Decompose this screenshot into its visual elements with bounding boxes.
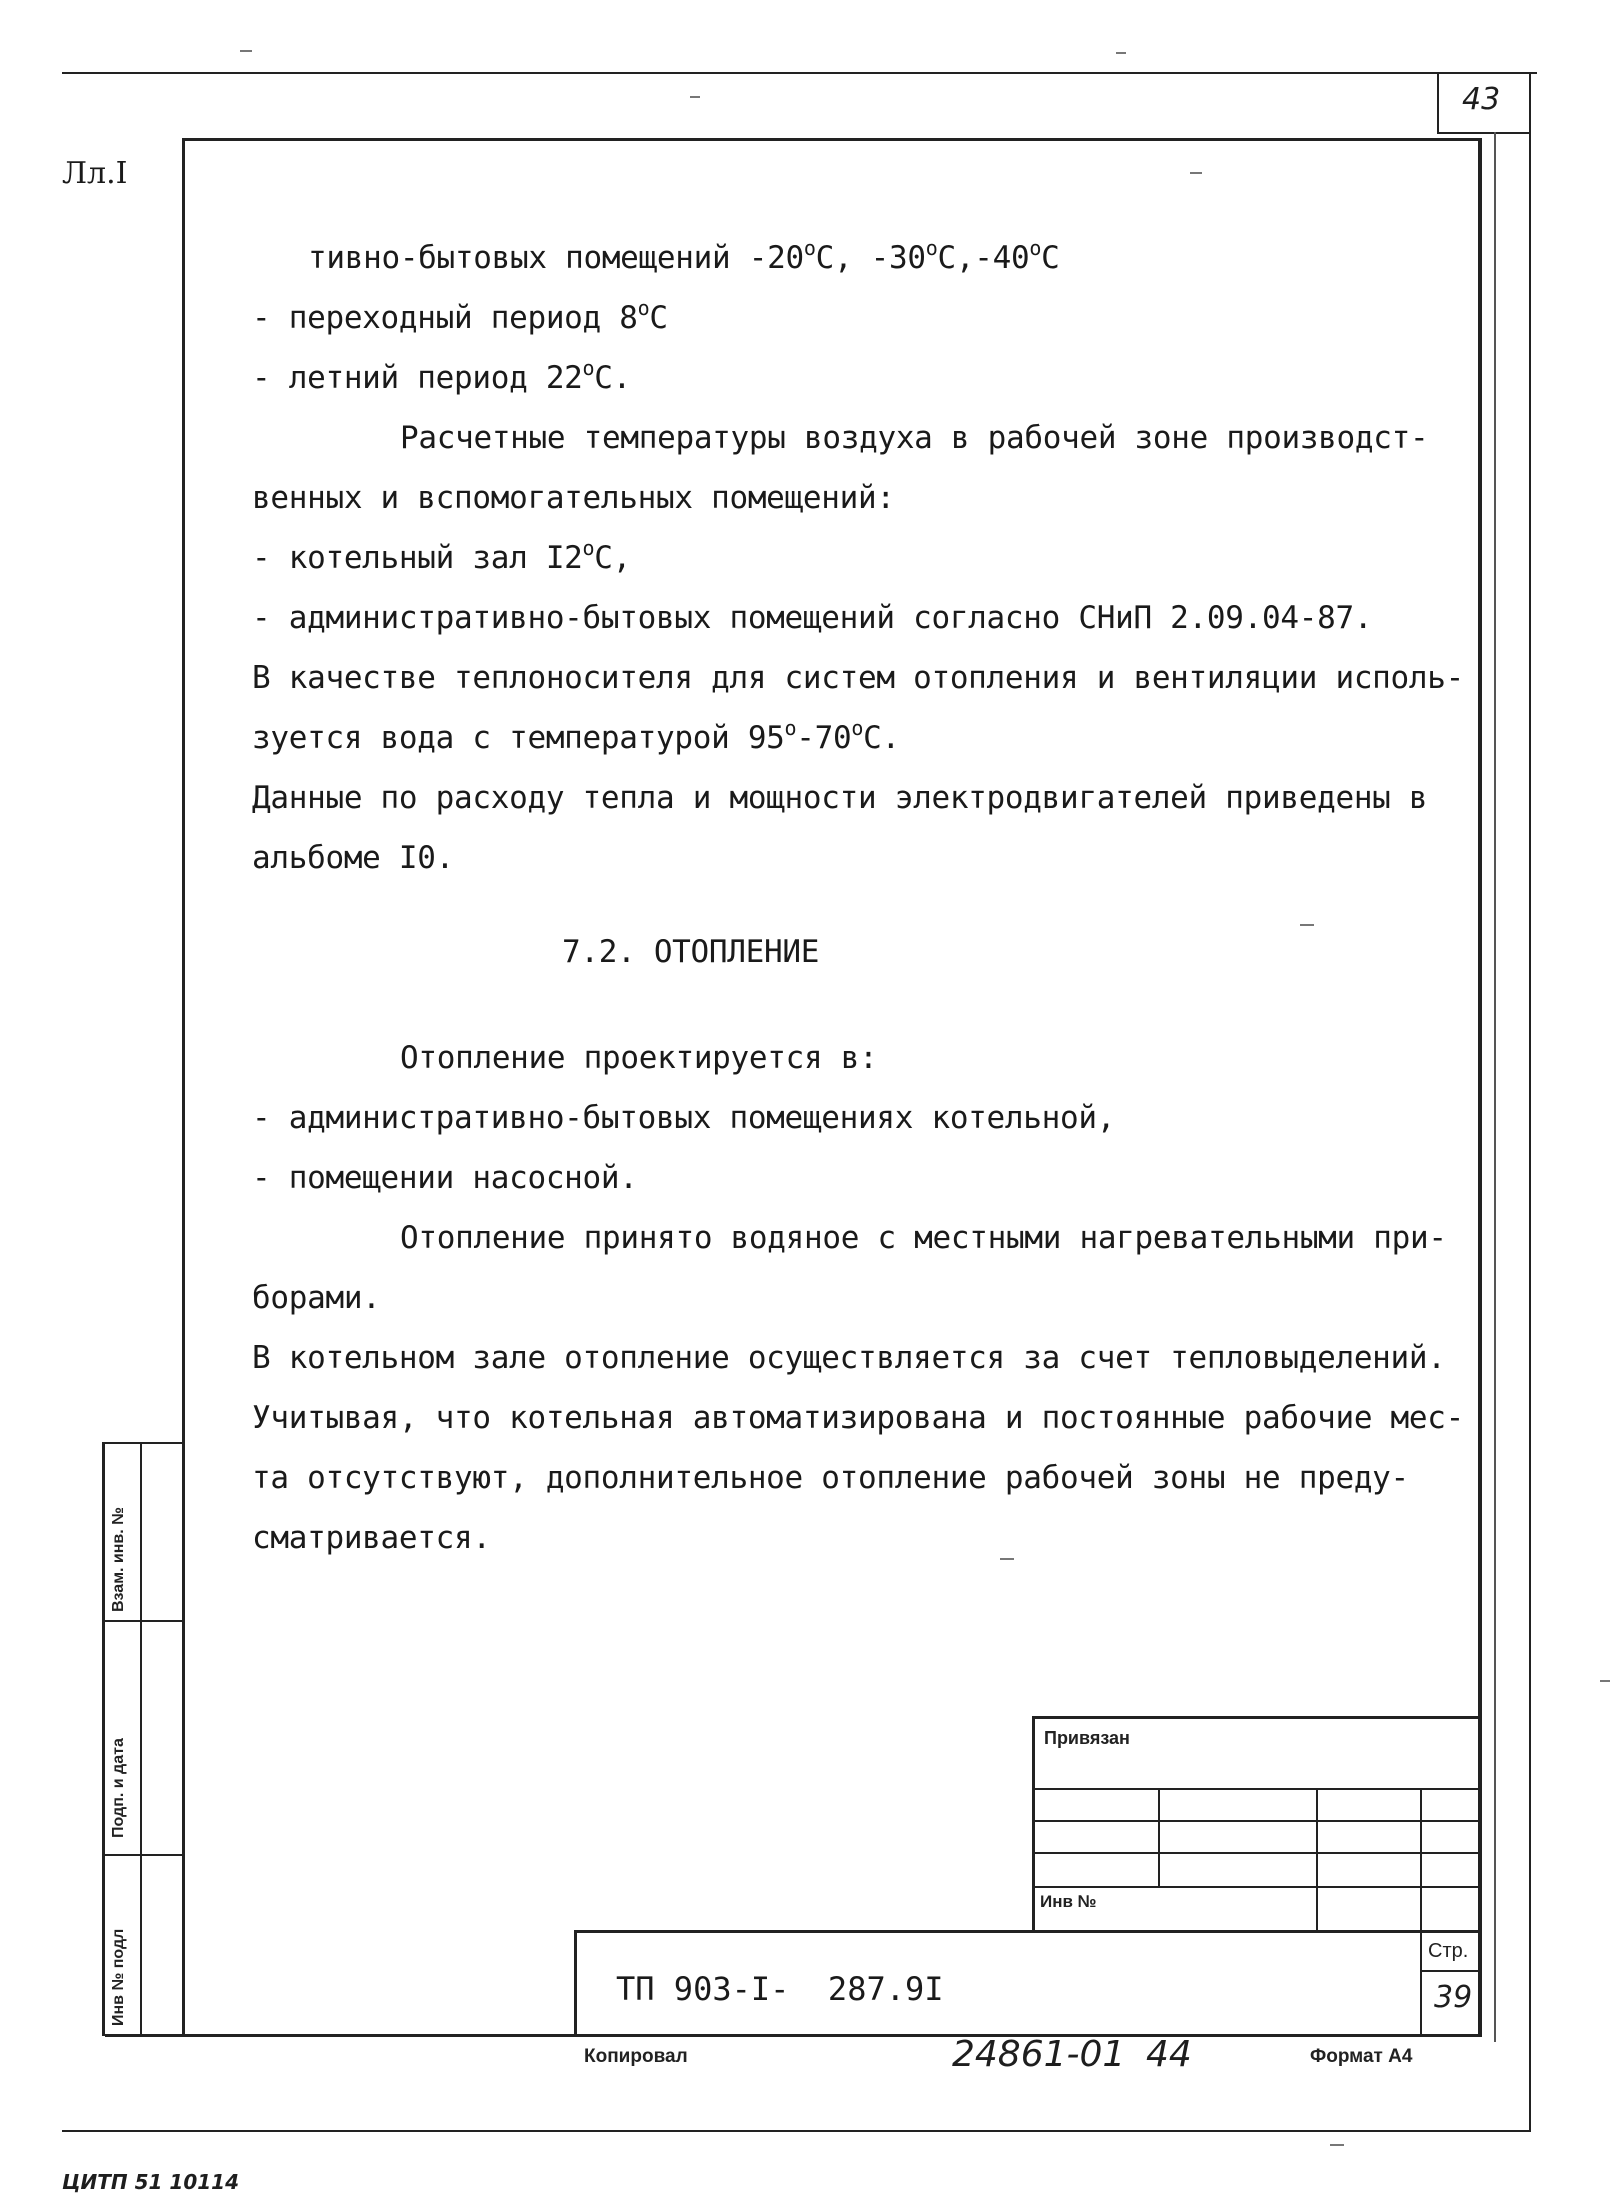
text-line: - помещении насосной. <box>252 1160 638 1196</box>
frame-top <box>182 138 1482 141</box>
side-label-inv: Инв № подл <box>110 1928 127 2026</box>
text-line: Расчетные температуры воздуха в рабочей зоне производст- <box>400 420 1429 456</box>
scan-speck <box>1000 1558 1014 1560</box>
text-line: борами. <box>252 1280 381 1316</box>
inv-no-label: Инв № <box>1040 1892 1097 1911</box>
frame-right <box>1478 138 1482 2036</box>
tb-privyazan-top <box>1032 1716 1482 1719</box>
pagenum-box-left <box>1437 72 1439 134</box>
text-line: альбоме I0. <box>252 840 454 876</box>
text-line: сматривается. <box>252 1520 491 1556</box>
side-stamp-left <box>102 1442 105 2036</box>
text-line: - административно-бытовых помещениях котельной, <box>252 1100 1116 1136</box>
side-label-podp: Подп. и дата <box>110 1738 127 1838</box>
section-heading: 7.2. ОТОПЛЕНИЕ <box>562 934 820 970</box>
text-line: та отсутствуют, дополнительное отопление рабочей зоны не преду- <box>252 1460 1409 1496</box>
scan-speck <box>1330 2144 1344 2146</box>
format-label: Формат А4 <box>1310 2046 1413 2067</box>
text-line: Данные по расходу тепла и мощности электродвигателей приведены в <box>252 780 1428 816</box>
tb-col1 <box>1158 1788 1160 1888</box>
text-line: тивно-бытовых помещений -20$^o$С, -30$^o$С,-40$^o$С <box>308 236 1060 276</box>
tb-row3 <box>1032 1852 1482 1854</box>
text-line: Отопление принято водяное с местными нагревательными при- <box>400 1220 1447 1256</box>
frame-right-inner <box>1494 132 1496 2042</box>
text-line: Отопление проектируется в: <box>400 1040 878 1076</box>
side-stamp-divider <box>140 1442 142 2036</box>
side-stamp-sep1 <box>102 1620 184 1622</box>
side-stamp-top <box>102 1442 184 1444</box>
scan-speck <box>690 96 700 98</box>
text-line: - котельный зал I2$^o$С, <box>252 536 632 576</box>
str-value: 39 <box>1434 1980 1473 2015</box>
scan-speck <box>240 50 252 52</box>
text-line: В котельном зале отопление осуществляется за счет тепловыделений. <box>252 1340 1446 1376</box>
frame-left <box>182 138 185 2036</box>
top-border-line <box>62 72 1537 74</box>
right-outer-line <box>1529 72 1531 2132</box>
tb-privyazan-left <box>1032 1716 1035 1932</box>
text-line: В качестве теплоносителя для систем отопления и вентиляции исполь- <box>252 660 1464 696</box>
print-code: ЦИТП 51 10114 <box>62 2170 240 2194</box>
tb-main-left <box>574 1930 577 2036</box>
pagenum-box-bottom <box>1437 132 1531 134</box>
scan-speck <box>1300 924 1314 926</box>
scan-speck <box>1190 172 1202 174</box>
text-line: - летний период 22$^o$С. <box>252 356 632 396</box>
side-label-vzam: Взам. инв. № <box>110 1507 127 1612</box>
handwritten-code: 24861-01 <box>952 2034 1126 2075</box>
page-number: 43 <box>1462 82 1501 117</box>
text-line: зуется вода с температурой 95$^o$-70$^o$С. <box>252 716 900 756</box>
text-line: - переходный период 8$^o$С <box>252 296 668 336</box>
str-label: Стр. <box>1428 1940 1469 1962</box>
kopiroval-label: Копировал <box>584 2046 688 2067</box>
handwritten-number: 44 <box>1146 2034 1192 2075</box>
scan-speck <box>1600 1680 1610 1682</box>
side-stamp-sep2 <box>102 1854 184 1856</box>
text-line: Учитывая, что котельная автоматизирована и постоянные рабочие мес- <box>252 1400 1464 1436</box>
sheet-label: Лл.I <box>62 156 128 191</box>
tb-col3 <box>1420 1788 1422 2036</box>
tb-col2 <box>1316 1788 1318 1932</box>
text-line: - административно-бытовых помещений согласно СНиП 2.09.04-87. <box>252 600 1373 636</box>
frame-bottom <box>105 2034 1482 2037</box>
doc-code: ТП 903-I- 287.9I <box>616 1970 944 2008</box>
bottom-outer-line <box>62 2130 1531 2132</box>
tb-row2 <box>1032 1820 1482 1822</box>
scan-speck <box>1116 52 1126 54</box>
privyazan-label: Привязан <box>1044 1728 1130 1748</box>
tb-row1 <box>1032 1788 1482 1790</box>
tb-main-top <box>574 1930 1482 1933</box>
tb-row4 <box>1032 1886 1482 1888</box>
text-line: венных и вспомогательных помещений: <box>252 480 895 516</box>
tb-str-sep <box>1420 1970 1482 1972</box>
